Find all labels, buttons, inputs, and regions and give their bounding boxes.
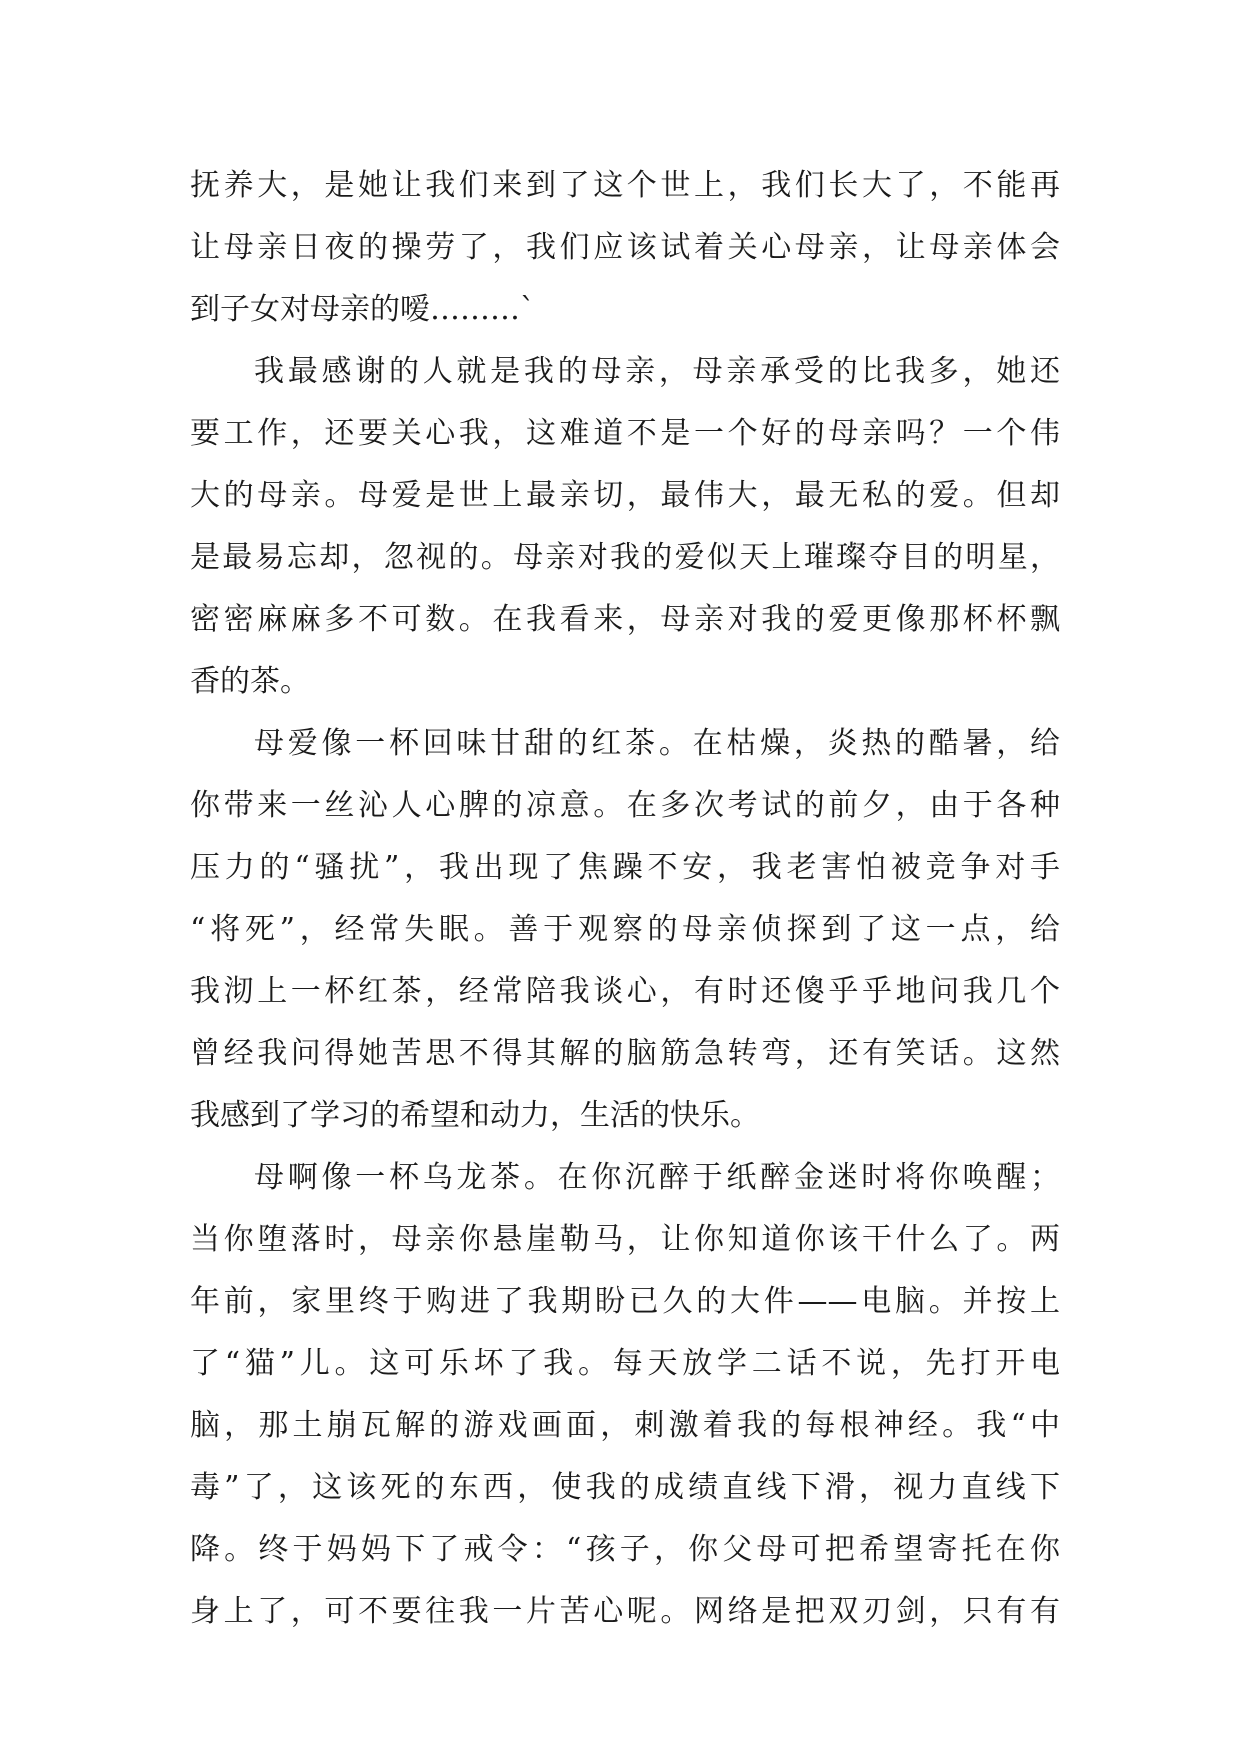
text-line: 要工作，还要关心我，这难道不是一个好的母亲吗？一个伟 (190, 416, 1060, 451)
text-line: 到子女对母亲的嗳………` (190, 292, 535, 327)
text-line: 当你堕落时，母亲你悬崖勒马，让你知道你该干什么了。两 (190, 1222, 1060, 1257)
text-line: 抚养大，是她让我们来到了这个世上，我们长大了，不能再 (190, 168, 1060, 203)
text-line: 压力的“骚扰”，我出现了焦躁不安，我老害怕被竞争对手 (190, 850, 1060, 885)
document-body (190, 155, 1060, 1643)
text-line: “将死”，经常失眠。善于观察的母亲侦探到了这一点，给 (190, 912, 1060, 947)
text-line: 降。终于妈妈下了戒令：“孩子，你父母可把希望寄托在你 (190, 1532, 1060, 1567)
text-line: 母啊像一杯乌龙茶。在你沉醉于纸醉金迷时将你唤醒； (254, 1160, 1060, 1195)
text-line: 母爱像一杯回味甘甜的红茶。在枯燥，炎热的酷暑，给 (254, 726, 1060, 761)
text-line: 年前，家里终于购进了我期盼已久的大件——电脑。并按上 (190, 1284, 1060, 1319)
text-line: 让母亲日夜的操劳了，我们应该试着关心母亲，让母亲体会 (190, 230, 1060, 265)
paragraph (190, 713, 1060, 1147)
paragraph (190, 155, 1060, 341)
text-line: 大的母亲。母爱是世上最亲切，最伟大，最无私的爱。但却 (190, 478, 1060, 513)
text-line: 我感到了学习的希望和动力，生活的快乐。 (190, 1098, 760, 1133)
text-line: 香的茶。 (190, 664, 310, 699)
text-line: 我沏上一杯红茶，经常陪我谈心，有时还傻乎乎地问我几个 (190, 974, 1060, 1009)
paragraph (190, 1147, 1060, 1643)
paragraph (190, 341, 1060, 713)
text-line: 毒”了，这该死的东西，使我的成绩直线下滑，视力直线下 (190, 1470, 1060, 1505)
text-line: 脑，那土崩瓦解的游戏画面，刺激着我的每根神经。我“中 (190, 1408, 1060, 1443)
text-line: 身上了，可不要往我一片苦心呢。网络是把双刃剑，只有有 (190, 1594, 1060, 1629)
text-line: 我最感谢的人就是我的母亲，母亲承受的比我多，她还 (254, 354, 1060, 389)
text-line: 曾经我问得她苦思不得其解的脑筋急转弯，还有笑话。这然 (190, 1036, 1060, 1071)
text-line: 了“猫”儿。这可乐坏了我。每天放学二话不说，先打开电 (190, 1346, 1060, 1381)
text-line: 你带来一丝沁人心脾的凉意。在多次考试的前夕，由于各种 (190, 788, 1060, 823)
text-line: 是最易忘却，忽视的。母亲对我的爱似天上璀璨夺目的明星， (190, 540, 1060, 575)
text-line: 密密麻麻多不可数。在我看来，母亲对我的爱更像那杯杯飘 (190, 602, 1060, 637)
